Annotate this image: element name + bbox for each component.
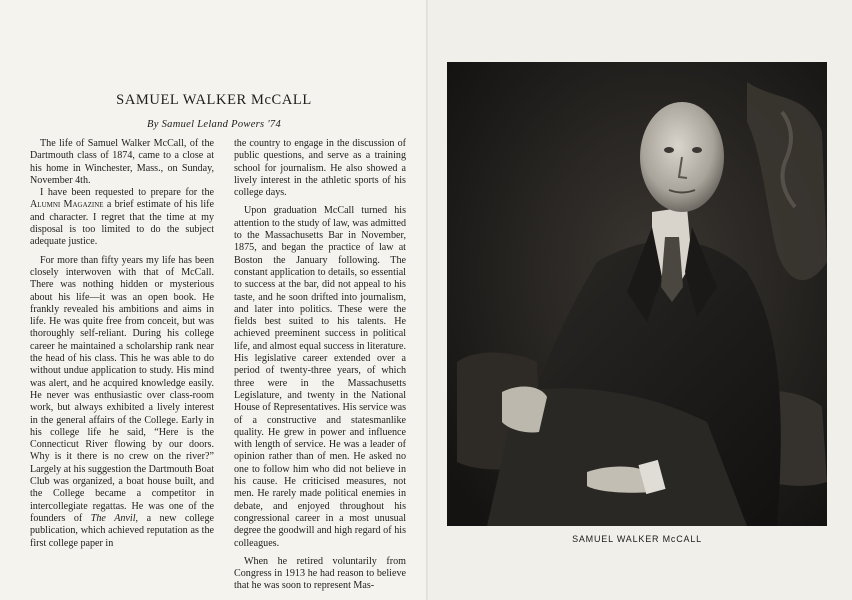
paragraph: For more than fifty years my life has been closely interwoven with that of McCall. There was nothing hidden or mysterious about his life—it was an open book. He frankly revealed his ambitions and aims in life. He was quite free from conceit, but was thoroughly self-reliant. During his college career he maintained a scholarship rank near the head of his class. This he was able to do without undue application to study. His mind was alert, and he acquired knowledge easily. He never was enthusiastic over class-room work, but always exhibited a lively interest in the general affairs of the College. Early in his college life he said, “Here is the Connecticut River flowing by our doors. Why is it there is no crew on the river?” Largely at his suggestion the Dartmouth Boat Club was organized, a boat house built, and the College became a competitor in intercollegiate regattas. He was one of the founders of The Anvil, a new college publication, which achieved reputation as the first college paper in: [30, 254, 215, 549]
photo-caption: SAMUEL WALKER McCALL: [572, 534, 702, 544]
paragraph: The life of Samuel Walker McCall, of the Dartmouth class of 1874, came to a close at his home in Winchester, Mass., on Sunday, November 4th.: [30, 138, 214, 186]
paragraph: Upon graduation McCall turned his attention to the study of law, was admitted to the Massachusetts Bar in November, 1875, and began the practice of law at Boston the January following. The constant application to details, so essential to success at the bar, did not appeal to his taste, and he soon drifted into journalism, and later into politics. These were the fields best suited to his talents. He achieved preeminent success in political life, and almost equal success in literature. His legislative career extended over a period of twenty-three years, of which three were in the Massachusetts Legislature, and twenty in the National House of Representatives. His service was of a constructive and statesmanlike quality. He grew in power and influence with length of service. He was a leader of opinion rather than of men. He asked no one to follow him who did not believe in his cause. He criticised measures, not men. He rarely made political enemies in debate, and enjoyed throughout his congressional career in a most unusual degree the goodwill and high regard of his colleagues.: [234, 205, 406, 549]
article-byline: By Samuel Leland Powers '74: [147, 119, 281, 130]
publication-name: The Anvil,: [90, 512, 139, 524]
paragraph: When he retired voluntarily from Congress in 1913 he had reason to believe that he was soon to represent Mas-: [234, 555, 406, 592]
paragraph: I have been requested to prepare for the Alumni Magazine a brief estimate of his life and character. I regret that the time at my disposal is too limited to do the subject adequate justice.: [30, 187, 214, 248]
text-column-2: [234, 138, 406, 593]
text-column-1: [30, 138, 214, 550]
portrait-photo: [447, 62, 827, 526]
paragraph: the country to engage in the discussion of public questions, and serve as a training school for journalism. He also showed a lively interest in the athletic sports of his college days.: [234, 138, 406, 199]
magazine-name: Alumni Magazine: [30, 199, 104, 211]
portrait-illustration: [447, 62, 827, 526]
article-title: SAMUEL WALKER McCALL: [116, 92, 312, 108]
